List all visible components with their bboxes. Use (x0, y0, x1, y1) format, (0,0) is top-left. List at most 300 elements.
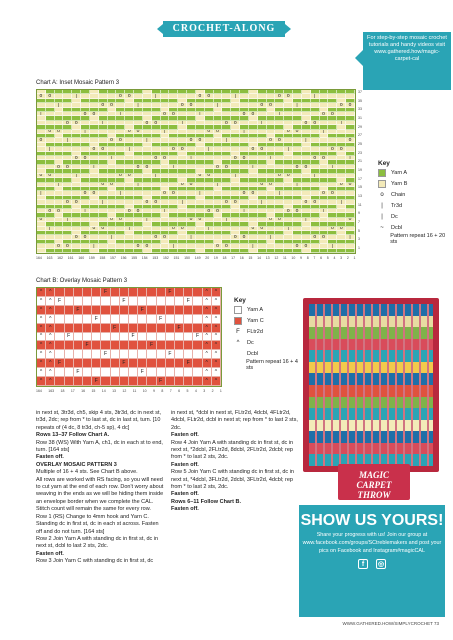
chart-b-cell: F (74, 368, 83, 377)
chart-a-cell: o (249, 112, 258, 116)
chart-b-col-number: 4 (194, 389, 197, 393)
key-a-label: Dc (391, 213, 398, 220)
chart-b-cell (157, 306, 166, 315)
chart-a-cell: | (152, 94, 161, 98)
chart-a-cell: o (99, 147, 108, 151)
chart-a-row-number: 27 (358, 133, 362, 138)
instruction-paragraph: Rows 13–37 Follow Chart A. (36, 432, 110, 439)
key-a-swatch: o (380, 191, 384, 198)
chart-b-cell: F (55, 297, 64, 306)
chart-a-cell: o (311, 156, 320, 160)
chart-b-col-number: 3 (203, 389, 206, 393)
chart-a-cell: o (249, 147, 258, 151)
chart-b-cell (166, 368, 175, 377)
chart-b-col-number: 16 (81, 389, 86, 393)
tag-line-1: MAGIC (358, 470, 389, 480)
chart-a-cell: | (293, 103, 302, 107)
chart-a-cell (267, 249, 276, 253)
rug-band (309, 385, 433, 397)
chart-b-cell (120, 368, 129, 377)
chart-a-cell: | (125, 147, 134, 151)
chart-b-cell (184, 350, 193, 359)
instruction-paragraph: in next st, *dcbl in next st, FLtr2d, 4dcbl, 4FLtr2d, 4dcbl, FLtr2d, dcbl in next st; rep from * to last 2 sts, 2dc. (171, 410, 298, 431)
instruction-paragraph: Multiple of 16 + 4 sts. See Chart B above. (36, 469, 138, 476)
chart-b-cell: F (65, 333, 74, 342)
chart-b-col-number: 164 (36, 389, 42, 393)
chart-a-cell: | (302, 218, 311, 222)
chart-a-col-number: 153 (152, 256, 159, 260)
chart-b-cell: F (138, 368, 147, 377)
tag-line-3: THROW (357, 490, 391, 500)
chart-a-cell: o (178, 227, 187, 231)
chart-a-cell: | (99, 200, 108, 204)
chart-b-cell (193, 315, 202, 324)
chart-b-cell: ^ (37, 315, 46, 324)
chart-a-cell: | (328, 244, 337, 248)
chart-a-cell: | (178, 121, 187, 125)
chart-a-cell: o (267, 103, 276, 107)
chart-a-cell: | (258, 200, 267, 204)
chart-a-cell (81, 249, 90, 253)
chart-b-cell (147, 333, 156, 342)
chart-b-cell (111, 288, 120, 297)
chart-a-col-numbers (36, 256, 356, 260)
chart-a-cell: | (275, 112, 284, 116)
key-b-label: Dcbl (247, 350, 259, 357)
chart-a-row-number: 29 (358, 124, 362, 129)
chart-b-cell (147, 368, 156, 377)
chart-a-cell: | (116, 191, 125, 195)
chart-a-cell: | (196, 191, 205, 195)
chart-b-cell: F (74, 306, 83, 315)
chart-a-cell: o (46, 130, 55, 134)
chart-a-cell: o (231, 121, 240, 125)
chart-b-cell (120, 315, 129, 324)
magic-carpet-throw-image (303, 298, 439, 472)
chart-a-cell (161, 249, 170, 253)
key-b-swatch (234, 361, 241, 369)
chart-a-cell: | (231, 94, 240, 98)
chart-b-cell: ^ (212, 315, 221, 324)
chart-b-cell (157, 350, 166, 359)
chart-a-cell: | (222, 138, 231, 142)
chart-b-cell (138, 359, 147, 368)
chart-b-cell (65, 359, 74, 368)
key-b-item (234, 304, 300, 315)
chart-a-cell: | (337, 200, 346, 204)
chart-b-cell (175, 333, 184, 342)
chart-a-cell: o (178, 183, 187, 187)
chart-a-col-number: 156 (120, 256, 127, 260)
key-b-swatch (234, 317, 242, 325)
chart-b-cell: ^ (212, 297, 221, 306)
chart-a-cell: o (63, 165, 72, 169)
chart-a-cell: o (302, 244, 311, 248)
chart-a-cell: | (55, 183, 64, 187)
key-a-swatch: | (381, 202, 383, 209)
chart-b-cell: ^ (212, 341, 221, 350)
chart-b-cell (55, 350, 64, 359)
chart-a-row-number: 17 (358, 176, 362, 181)
chart-b-cell (175, 341, 184, 350)
chart-a-col-number: 149 (194, 256, 201, 260)
chart-b-cell (129, 341, 138, 350)
chart-a-key (378, 160, 448, 244)
chart-b-cell (129, 306, 138, 315)
chart-b-cell (101, 306, 110, 315)
chart-a-cell: o (293, 244, 302, 248)
chart-b-col-number: 14 (101, 389, 106, 393)
chart-b-cell: ^ (203, 333, 212, 342)
chart-a-cell: o (161, 191, 170, 195)
chart-b-cell: F (92, 377, 101, 386)
chart-a-cell: | (284, 227, 293, 231)
chart-a-cell: o (134, 244, 143, 248)
chart-b-cell (166, 377, 175, 386)
chart-a-cell: o (108, 218, 117, 222)
chart-a-cell (143, 249, 152, 253)
chart-a-grid (36, 89, 356, 254)
chart-a-cell: o (302, 200, 311, 204)
chart-b-cell (83, 324, 92, 333)
chart-a-cell: | (46, 227, 55, 231)
chart-a-row-number: 25 (358, 142, 362, 147)
chart-a-cell (205, 249, 214, 253)
chart-b-cell (74, 297, 83, 306)
chart-a-cell (293, 249, 302, 253)
chart-a-row-number: 35 (358, 98, 362, 103)
chart-b-cell: F (184, 359, 193, 368)
chart-a-cell: | (231, 174, 240, 178)
chart-b-cell (65, 350, 74, 359)
chart-a-cell: o (108, 183, 117, 187)
chart-a-col-number: 5 (326, 256, 329, 260)
chart-a-cell: o (161, 112, 170, 116)
chart-a-cell: o (328, 147, 337, 151)
chart-b-cell (129, 297, 138, 306)
chart-b-cell (184, 288, 193, 297)
instruction-paragraph: Row 3 Join Yarn C with standing dc in first st, dc (36, 558, 154, 565)
chart-b-cell: ^ (46, 377, 55, 386)
chart-b-cell: ^ (203, 288, 212, 297)
chart-b-cell (166, 333, 175, 342)
chart-a-cell: o (116, 218, 125, 222)
chart-a-cell: | (240, 209, 249, 213)
chart-b-cell (193, 350, 202, 359)
chart-a-cell: | (258, 121, 267, 125)
chart-a-cell: o (346, 138, 355, 142)
chart-a-cell (108, 249, 117, 253)
chart-a-cell: o (196, 218, 205, 222)
chart-b-cell: ^ (46, 306, 55, 315)
chart-a-cell (328, 249, 337, 253)
chart-a-row-numbers (358, 89, 370, 254)
instruction-paragraph: Stitch count will remain the same for every row. (36, 506, 151, 513)
chart-b-cell (129, 359, 138, 368)
chart-b-col-number: 12 (122, 389, 127, 393)
chart-b-cell: ^ (212, 350, 221, 359)
chart-a-cell: o (205, 94, 214, 98)
chart-b-cell (65, 315, 74, 324)
chart-b-cell (138, 288, 147, 297)
chart-b-cell (92, 359, 101, 368)
chart-a-cell: | (205, 147, 214, 151)
chart-a-cell: o (267, 218, 276, 222)
chart-a-cell: o (90, 112, 99, 116)
chart-a-row-number: 3 (358, 237, 360, 242)
rug-band (309, 304, 433, 316)
chart-a-col-number: 162 (57, 256, 63, 260)
key-a-item (378, 233, 448, 244)
chart-a-cell: o (37, 94, 46, 98)
chart-b-col-number: 9 (153, 389, 155, 393)
chart-a-cell: o (99, 103, 108, 107)
chart-a-cell (284, 249, 293, 253)
chart-b-cell (129, 377, 138, 386)
chart-a-col-number: 17 (231, 256, 236, 260)
instruction-paragraph: Row 38 (WS) With Yarn A, ch1, dc in each st to end, turn. [164 sts] (36, 439, 163, 454)
facebook-icon[interactable]: f (358, 559, 368, 569)
rug-band (309, 420, 433, 432)
chart-b-col-number: 2 (211, 389, 214, 393)
chart-a-cell (240, 249, 249, 253)
key-a-item (378, 222, 448, 233)
chart-b-title: Chart B: Overlay Mosaic Pattern 3 (36, 278, 128, 284)
chart-b-cell (193, 288, 202, 297)
chart-a-cell: o (99, 227, 108, 231)
chart-a-cell: o (108, 138, 117, 142)
chart-b-cell (184, 324, 193, 333)
chart-a-cell: | (284, 147, 293, 151)
chart-b-cell (184, 333, 193, 342)
chart-a-cell: | (346, 156, 355, 160)
chart-a-cell: | (46, 147, 55, 151)
chart-a-cell: o (161, 156, 170, 160)
chart-b-cell (193, 368, 202, 377)
chart-b-cell (111, 350, 120, 359)
chart-b-cell (92, 350, 101, 359)
chart-b-cell (74, 350, 83, 359)
chart-a-cell: | (205, 227, 214, 231)
chart-a-col-number: 154 (141, 256, 148, 260)
tutorial-callout (363, 32, 451, 90)
chart-b-cell (129, 324, 138, 333)
chart-a-cell: o (346, 103, 355, 107)
chart-a-cell: o (302, 121, 311, 125)
chart-a-cell: o (143, 200, 152, 204)
instruction-paragraph: Fasten off. (171, 461, 199, 468)
chart-a-cell: o (152, 121, 161, 125)
chart-a-cell: | (161, 130, 170, 134)
chart-a-cell: o (72, 156, 81, 160)
chart-b-cell: F (101, 288, 110, 297)
chart-a-cell: o (125, 94, 134, 98)
key-b-item (234, 337, 300, 348)
key-b-label: FLtr2d (247, 328, 263, 335)
chart-a-cell (63, 249, 72, 253)
chart-b-cell (157, 333, 166, 342)
chart-b-cell: ^ (203, 306, 212, 315)
key-b-title: Key (234, 297, 246, 304)
chart-a-cell: | (37, 112, 46, 116)
chart-a-cell: o (284, 94, 293, 98)
chart-b-cell: ^ (203, 359, 212, 368)
chart-a-cell: o (328, 112, 337, 116)
chart-a-cell: o (258, 227, 267, 231)
chart-b-cell (92, 297, 101, 306)
key-a-item (378, 211, 448, 222)
key-b-label: Yarn C (247, 317, 264, 324)
chart-b-cell: ^ (203, 324, 212, 333)
chart-b-cell (65, 297, 74, 306)
chart-a-col-number: 6 (320, 256, 323, 260)
chart-a-cell: | (311, 174, 320, 178)
chart-a-cell: o (222, 165, 231, 169)
chart-a-cell: o (37, 138, 46, 142)
chart-a-cell: o (214, 209, 223, 213)
chart-a-cell: o (196, 138, 205, 142)
chart-a-cell (275, 249, 284, 253)
chart-b-cell: ^ (46, 368, 55, 377)
chart-b-col-numbers (36, 389, 222, 393)
chart-a-cell: | (249, 165, 258, 169)
chart-b-cell: ^ (203, 297, 212, 306)
chart-b-cell (138, 297, 147, 306)
rug-band (309, 431, 433, 443)
instagram-icon[interactable]: ◎ (377, 561, 385, 568)
chart-a-cell (311, 249, 320, 253)
chart-b-cell (184, 377, 193, 386)
chart-b-cell (175, 297, 184, 306)
chart-b-cell: F (83, 341, 92, 350)
chart-a-cell (125, 249, 134, 253)
chart-a-cell: | (90, 165, 99, 169)
chart-a-cell: | (90, 244, 99, 248)
chart-b-cell: ^ (46, 297, 55, 306)
chart-a-cell: o (222, 244, 231, 248)
chart-a-cell: o (143, 244, 152, 248)
chart-b-cell (193, 341, 202, 350)
chart-b-cell (111, 297, 120, 306)
chart-a-cell: o (125, 209, 134, 213)
key-a-item (378, 167, 448, 178)
chart-a-cell: | (337, 121, 346, 125)
chart-a-cell: o (337, 227, 346, 231)
chart-b-cell (65, 341, 74, 350)
chart-a-row-number: 33 (358, 107, 362, 112)
chart-b-cell (55, 341, 64, 350)
chart-b-cell (157, 288, 166, 297)
chart-b-cell (111, 359, 120, 368)
key-a-label: Yarn A (391, 169, 408, 176)
chart-a-cell (152, 249, 161, 253)
chart-b-cell (83, 377, 92, 386)
chart-a-cell: o (63, 121, 72, 125)
chart-a-cell: o (267, 183, 276, 187)
chart-b-cell (138, 377, 147, 386)
chart-a-cell (320, 249, 329, 253)
chart-a-cell: o (328, 227, 337, 231)
instruction-paragraph: Row 2 Join Yarn A with standing dc in first st, dc in next st, dcbl to last 2 sts, 2dc. (36, 535, 159, 550)
chart-b-cell (83, 288, 92, 297)
chart-a-cell: o (346, 218, 355, 222)
chart-a-cell: o (125, 130, 134, 134)
key-a-swatch (378, 180, 386, 188)
chart-a-cell: o (72, 121, 81, 125)
chart-b-cell (120, 288, 129, 297)
instructions-right-column (171, 410, 299, 514)
chart-a-cell: o (311, 235, 320, 239)
chart-a-col-number: 157 (110, 256, 116, 260)
chart-b-cell (138, 350, 147, 359)
chart-b-cell: ^ (46, 359, 55, 368)
chart-b-cell (193, 324, 202, 333)
chart-a-cell: | (81, 130, 90, 134)
key-b-label: Dc (247, 339, 254, 346)
chart-a-cell: | (214, 103, 223, 107)
chart-a-col-number: 159 (88, 256, 95, 260)
instruction-paragraph: in next st, 3tr3d, ch5, skip 4 sts, 3tr3d, dc in next st, tr3d, 2dc; rep from * to last st, dc in last st, turn. [10 repeats of (4 dc, 8 tr3d, ch-5 sp), 4 dc] (36, 410, 162, 431)
chart-a-cell: o (222, 200, 231, 204)
chart-b-cell (147, 377, 156, 386)
instruction-paragraph: Fasten off. (171, 432, 199, 439)
chart-b-cell: ^ (203, 350, 212, 359)
chart-a-col-number: 20 (205, 256, 210, 260)
chart-a-cell: o (152, 156, 161, 160)
chart-a-cell: o (293, 209, 302, 213)
section-banner: CROCHET-ALONG (163, 21, 285, 37)
chart-a-cell: o (293, 165, 302, 169)
chart-b-cell (92, 324, 101, 333)
rug-band (309, 373, 433, 385)
key-a-swatch (378, 169, 386, 177)
instruction-paragraph: Fasten off. (36, 550, 64, 557)
chart-b-cell (101, 324, 110, 333)
chart-b-cell: ^ (37, 333, 46, 342)
chart-b-cell (193, 359, 202, 368)
chart-a-cell: o (284, 174, 293, 178)
chart-b-cell: F (92, 315, 101, 324)
chart-b-cell (101, 359, 110, 368)
chart-a-cell: o (187, 103, 196, 107)
chart-a-cell: | (169, 244, 178, 248)
chart-a-cell: o (99, 183, 108, 187)
key-b-swatch (234, 350, 242, 358)
chart-b-cell: F (120, 297, 129, 306)
chart-b-cell: ^ (37, 341, 46, 350)
chart-b-cell (157, 324, 166, 333)
chart-b-cell (138, 315, 147, 324)
chart-a-cell: o (108, 103, 117, 107)
chart-a-col-number: 19 (213, 256, 218, 260)
chart-b-cell (92, 368, 101, 377)
chart-b-cell (74, 341, 83, 350)
chart-a-cell: o (231, 235, 240, 239)
chart-b-cell (147, 350, 156, 359)
chart-b-cell (157, 297, 166, 306)
chart-a-cell: o (240, 191, 249, 195)
instructions-left-column (36, 410, 164, 566)
chart-a-col-number: 7 (313, 256, 316, 260)
chart-a-col-number: 10 (291, 256, 296, 260)
chart-b-cell (65, 377, 74, 386)
chart-a-cell: o (46, 94, 55, 98)
chart-b-cell: F (157, 315, 166, 324)
chart-a-cell: | (311, 94, 320, 98)
chart-b-cell (74, 324, 83, 333)
chart-b-cell (147, 306, 156, 315)
chart-a-col-number: 13 (265, 256, 270, 260)
